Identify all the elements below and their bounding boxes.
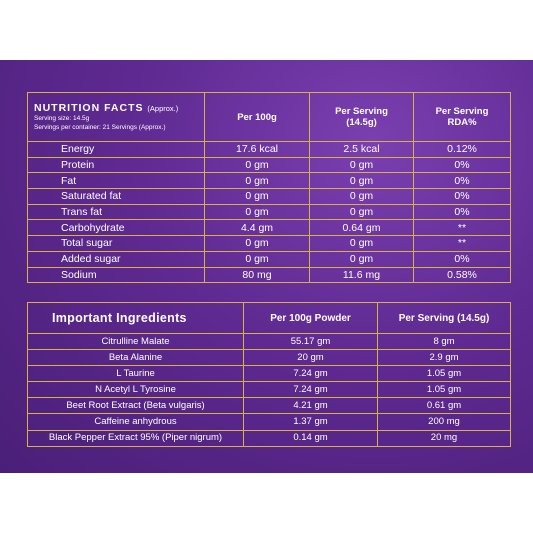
nutrient-per-serving: 0 gm bbox=[310, 189, 414, 205]
ingredient-row bbox=[28, 334, 511, 350]
ingredient-per-serving: 2.9 gm bbox=[378, 350, 511, 366]
ingredient-per-serving: 8 gm bbox=[378, 334, 511, 350]
nutrient-per-100g: 0 gm bbox=[205, 251, 310, 267]
nutrient-name: Saturated fat bbox=[28, 189, 205, 205]
servings-per-container: Servings per container: 21 Servings (Approx.) bbox=[34, 124, 166, 131]
serving-size: Serving size: 14.5g bbox=[34, 115, 90, 122]
nutrient-row bbox=[28, 204, 511, 220]
nutrient-name: Energy bbox=[28, 142, 205, 158]
nutrient-per-100g: 4.4 gm bbox=[205, 220, 310, 236]
nutrient-per-100g: 0 gm bbox=[205, 204, 310, 220]
ingredient-per-100g: 55.17 gm bbox=[244, 334, 378, 350]
nutrient-per-serving: 0.64 gm bbox=[310, 220, 414, 236]
nutrient-per-100g: 17.6 kcal bbox=[205, 142, 310, 158]
nutrient-rda: ** bbox=[414, 236, 511, 252]
nutrient-rda: 0.12% bbox=[414, 142, 511, 158]
ingredient-per-serving: 1.05 gm bbox=[378, 366, 511, 382]
nutrient-name: Trans fat bbox=[28, 204, 205, 220]
nutrient-rda: 0% bbox=[414, 173, 511, 189]
ingredient-row bbox=[28, 414, 511, 430]
ingredient-per-serving: 20 mg bbox=[378, 430, 511, 446]
nutrient-name: Total sugar bbox=[28, 236, 205, 252]
ingredient-name: Beta Alanine bbox=[28, 350, 244, 366]
nutrition-title-cell bbox=[28, 93, 205, 142]
ingredient-per-serving: 200 mg bbox=[378, 414, 511, 430]
nutrient-name: Fat bbox=[28, 173, 205, 189]
nutrient-per-serving: 11.6 mg bbox=[310, 267, 414, 283]
nutrient-rda: 0.58% bbox=[414, 267, 511, 283]
ingredient-per-100g: 7.24 gm bbox=[244, 366, 378, 382]
nutrient-rda: 0% bbox=[414, 157, 511, 173]
nutrient-per-serving: 0 gm bbox=[310, 173, 414, 189]
nutrient-per-100g: 80 mg bbox=[205, 267, 310, 283]
nutrient-row bbox=[28, 251, 511, 267]
ingredient-per-100g: 1.37 gm bbox=[244, 414, 378, 430]
nutrient-name: Sodium bbox=[28, 267, 205, 283]
nutrient-per-serving: 0 gm bbox=[310, 251, 414, 267]
nutrient-rda: 0% bbox=[414, 204, 511, 220]
ingredient-row bbox=[28, 430, 511, 446]
nutrient-row bbox=[28, 236, 511, 252]
column-header-ingredient: Important Ingredients bbox=[28, 303, 244, 334]
ingredient-name: Black Pepper Extract 95% (Piper nigrum) bbox=[28, 430, 244, 446]
ingredient-name: Caffeine anhydrous bbox=[28, 414, 244, 430]
nutrient-per-serving: 0 gm bbox=[310, 236, 414, 252]
ingredient-per-100g: 4.21 gm bbox=[244, 398, 378, 414]
nutrient-row bbox=[28, 189, 511, 205]
column-header-per-100g: Per 100g bbox=[205, 93, 310, 142]
ingredient-name: Citrulline Malate bbox=[28, 334, 244, 350]
nutrient-rda: ** bbox=[414, 220, 511, 236]
nutrient-row bbox=[28, 267, 511, 283]
ingredient-name: N Acetyl L Tyrosine bbox=[28, 382, 244, 398]
nutrient-per-100g: 0 gm bbox=[205, 157, 310, 173]
ingredient-per-serving: 0.61 gm bbox=[378, 398, 511, 414]
nutrient-per-100g: 0 gm bbox=[205, 236, 310, 252]
ingredient-row bbox=[28, 398, 511, 414]
ingredient-name: L Taurine bbox=[28, 366, 244, 382]
nutrient-rda: 0% bbox=[414, 189, 511, 205]
ingredient-per-100g: 0.14 gm bbox=[244, 430, 378, 446]
nutrient-row bbox=[28, 142, 511, 158]
ingredients-header-row bbox=[28, 303, 511, 334]
ingredient-row bbox=[28, 366, 511, 382]
nutrient-per-serving: 0 gm bbox=[310, 157, 414, 173]
column-header-per-serving: Per Serving (14.5g) bbox=[378, 303, 511, 334]
column-header-rda: Per Serving RDA% bbox=[414, 93, 511, 142]
important-ingredients-table bbox=[27, 302, 511, 447]
ingredient-per-100g: 7.24 gm bbox=[244, 382, 378, 398]
ingredient-name: Beet Root Extract (Beta vulgaris) bbox=[28, 398, 244, 414]
column-header-per-100g-powder: Per 100g Powder bbox=[244, 303, 378, 334]
nutrient-per-serving: 0 gm bbox=[310, 204, 414, 220]
nutrient-per-100g: 0 gm bbox=[205, 173, 310, 189]
ingredient-per-serving: 1.05 gm bbox=[378, 382, 511, 398]
nutrient-name: Added sugar bbox=[28, 251, 205, 267]
nutrient-per-100g: 0 gm bbox=[205, 189, 310, 205]
nutrition-facts-table bbox=[27, 92, 511, 283]
nutrient-name: Protein bbox=[28, 157, 205, 173]
nutrient-per-serving: 2.5 kcal bbox=[310, 142, 414, 158]
nutrition-header-row bbox=[28, 93, 511, 142]
nutrition-title: NUTRITION FACTS (Approx.) bbox=[34, 102, 179, 114]
ingredient-row bbox=[28, 350, 511, 366]
nutrient-row bbox=[28, 157, 511, 173]
ingredient-per-100g: 20 gm bbox=[244, 350, 378, 366]
nutrient-row bbox=[28, 220, 511, 236]
ingredient-row bbox=[28, 382, 511, 398]
label-panel bbox=[0, 60, 533, 473]
nutrient-row bbox=[28, 173, 511, 189]
column-header-per-serving: Per Serving (14.5g) bbox=[310, 93, 414, 142]
nutrient-rda: 0% bbox=[414, 251, 511, 267]
nutrient-name: Carbohydrate bbox=[28, 220, 205, 236]
